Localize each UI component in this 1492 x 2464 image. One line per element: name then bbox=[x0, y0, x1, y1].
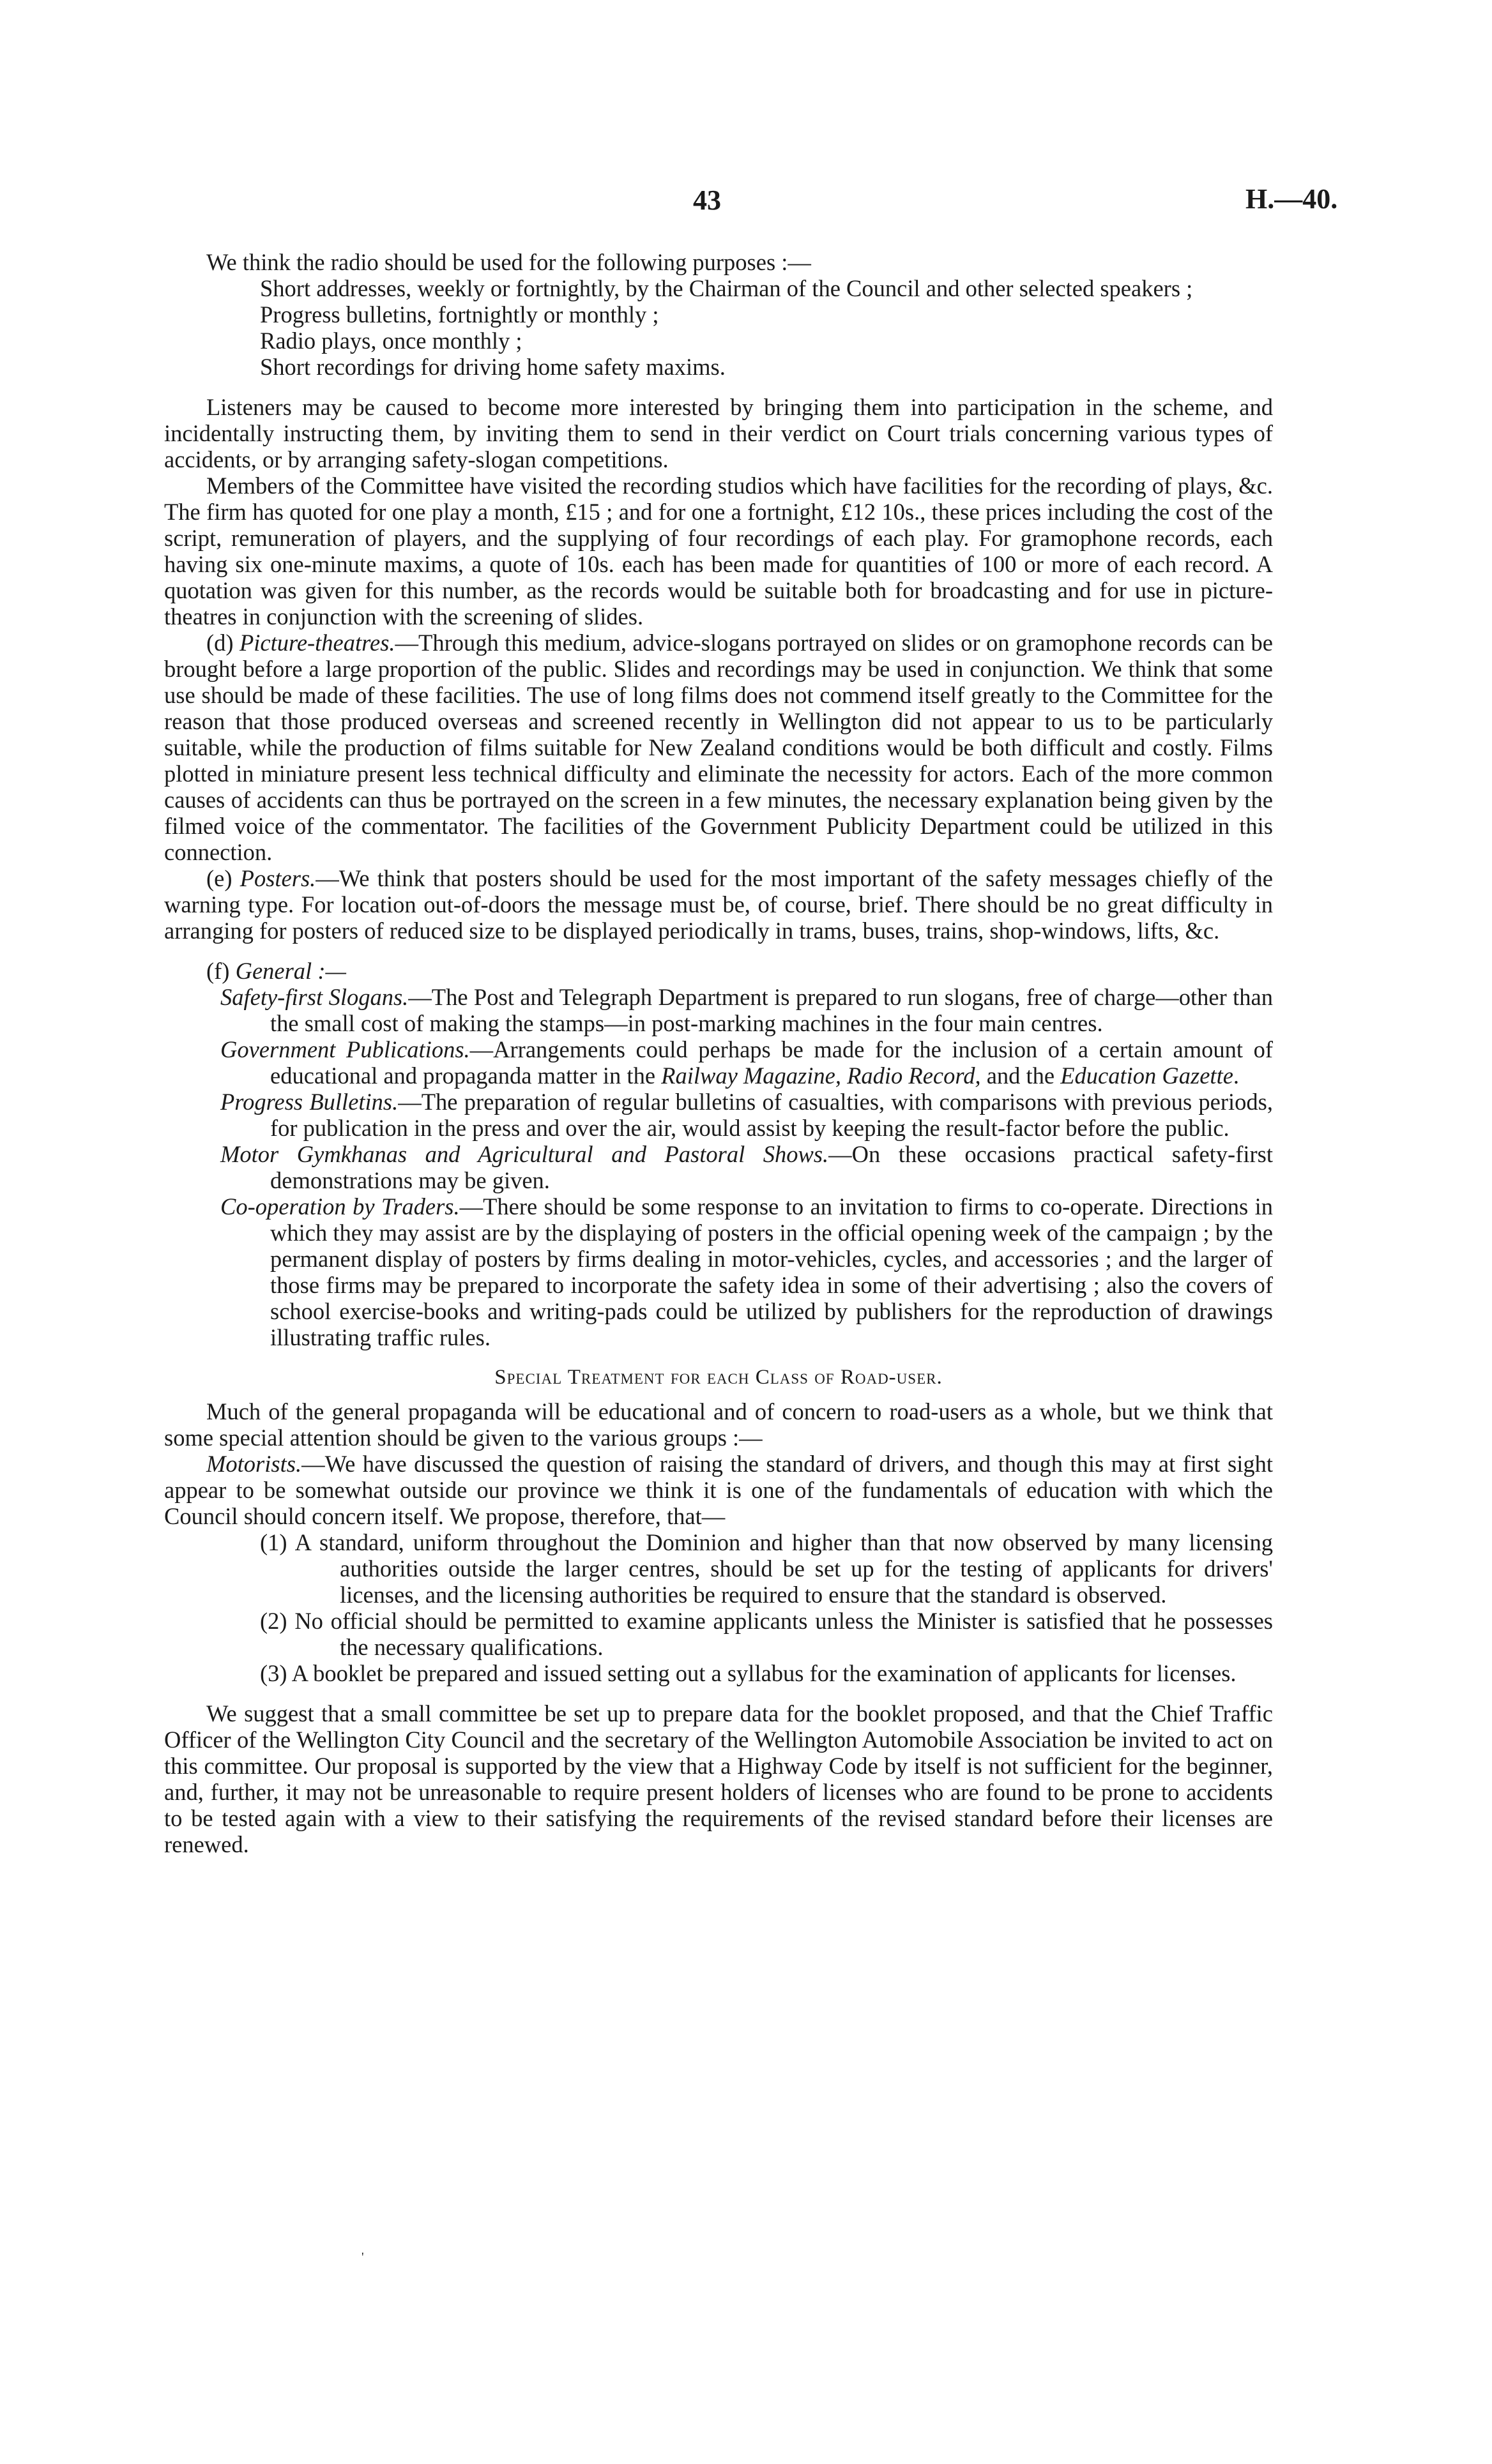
proposal-item: (1) A standard, uniform throughout the Dominion and higher than that now observed by many licensing authorities outside the larger centres, should be set up for the testing of applicants for drivers' licenses, and the licensing authorities be required to ensure that the standard is observed. bbox=[260, 1529, 1274, 1608]
item-text: —We think that posters should be used for the most important of the safety messages chiefly of the warning type. For location out-of-doors the message must be, of course, brief. There should be no great difficulty in arranging for posters of reduced size to be displayed periodically in trams, buses, trains, shop-windows, lifts, &c. bbox=[164, 865, 1273, 944]
radio-intro: We think the radio should be used for the following purposes :— bbox=[206, 249, 811, 275]
paragraph-suggestion: We suggest that a small committee be set up to prepare data for the booklet proposed, and that the Chief Traffic Officer of the Wellington City Council and the secretary of the Wellington Automobile Association be invited to act on this committee. Our proposal is supported by the view that a Highway Code by itself is not sufficient for the beginner, and, further, it may not be unreasonable to require present holders of licenses who are found to be prone to accidents to be tested again with a view to their satisfying the requirements of the revised standard before their licenses are renewed. bbox=[164, 1700, 1273, 1857]
section-heading: Special Treatment for each Class of Road-user. bbox=[494, 1366, 943, 1389]
paragraph-recording-studios: Members of the Committee have visited the recording studios which have facilities for the recording of plays, &c. The firm has quoted for one play a month, £15 ; and for one a fortnight, £12 10s., these prices including the cost of the script, remuneration of players, and the supplying of four recordings of each play. For gramophone records, each having six one-minute maxims, a quote of 10s. each has been made for quantities of 100 or more of each record. A quotation was given for this number, as the records would be suitable both for broadcasting and for use in picture-theatres in conjunction with the screening of slides. bbox=[164, 472, 1273, 630]
list-item: Short recordings for driving home safety maxims. bbox=[260, 354, 726, 380]
page-number: 43 bbox=[693, 185, 721, 216]
paragraph-listeners: Listeners may be caused to become more interested by bringing them into participation in the scheme, and incidentally instructing them, by inviting them to send in their verdict on Court trials concerning various types of accidents, or by arranging safety-slogan competitions. bbox=[164, 394, 1273, 472]
general-item-publications: Government Publications.—Arrangements could perhaps be made for the inclusion of a certain amount of educational and propaganda matter in the Railway Magazine, Radio Record, and the Education Gazette. bbox=[220, 1036, 1273, 1089]
item-text: —Through this medium, advice-slogans portrayed on slides or on gramophone records can be brought before a large proportion of the public. Slides and recordings may be used in conjunction. We think that some use should be made of these facilities. The use of long films does not commend itself greatly to the Committee for the reason that those produced overseas and screened recently in Wellington did not appear to us to be particularly suitable, while the production of films suitable for New Zealand conditions would be both difficult and costly. Films plotted in miniature present less technical difficulty and eliminate the necessity for actors. Each of the more common causes of accidents can thus be portrayed on the screen in a few minutes, the necessary explanation being given by the filmed voice of the commentator. The facilities of the Government Publicity Department could be utilized in this connection. bbox=[164, 630, 1273, 865]
item-label: (e) bbox=[206, 865, 240, 891]
general-heading: (f) General :— bbox=[206, 958, 346, 984]
item-title: Posters. bbox=[240, 865, 316, 891]
list-item: Progress bulletins, fortnightly or monthly ; bbox=[260, 301, 659, 328]
paragraph-motorists: Motorists.—We have discussed the question of raising the standard of drivers, and though this may at first sight appear to be somewhat outside our province we think it is one of the fundamentals of education with which the Council should concern itself. We propose, therefore, that— bbox=[164, 1451, 1273, 1529]
item-title: Picture-theatres. bbox=[239, 630, 395, 656]
general-item-bulletins: Progress Bulletins.—The preparation of regular bulletins of casualties, with comparisons with previous periods, for publication in the press and over the air, would assist by keeping the result-factor before the public. bbox=[220, 1089, 1273, 1141]
radio-purposes-list bbox=[164, 275, 1273, 380]
print-speck: ' bbox=[362, 2250, 364, 2264]
document-body bbox=[164, 249, 1273, 1857]
item-label: (d) bbox=[206, 630, 240, 656]
paragraph-posters bbox=[164, 865, 1273, 944]
general-item-slogans: Safety-first Slogans.—The Post and Telegraph Department is prepared to run slogans, free of charge—other than the small cost of making the stamps—in post-marking machines in the four main centres. bbox=[220, 984, 1274, 1036]
proposal-item: (2) No official should be permitted to examine applicants unless the Minister is satisfied that he possesses the necessary qualifications. bbox=[260, 1608, 1274, 1660]
list-item: Radio plays, once monthly ; bbox=[260, 328, 522, 354]
document-reference: H.—40. bbox=[1245, 183, 1338, 215]
list-item: Short addresses, weekly or fortnightly, by the Chairman of the Council and other selected speakers ; bbox=[260, 275, 1193, 301]
proposal-item: (3) A booklet be prepared and issued setting out a syllabus for the examination of applicants for licenses. bbox=[260, 1660, 1237, 1686]
general-item-gymkhanas: Motor Gymkhanas and Agricultural and Pastoral Shows.—On these occasions practical safety-first demonstrations may be given. bbox=[220, 1141, 1273, 1193]
paragraph-picture-theatres bbox=[164, 630, 1273, 865]
general-item-traders: Co-operation by Traders.—There should be some response to an invitation to firms to co-operate. Directions in which they may assist are by the displaying of posters in the official opening week of the campaign ; by the permanent display of posters by firms dealing in motor-vehicles, cycles, and accessories ; and the larger of those firms may be prepared to incorporate the safety idea in some of their advertising ; also the covers of school exercise-books and writing-pads could be utilized by publishers for the reproduction of drawings illustrating traffic rules. bbox=[220, 1193, 1273, 1350]
paragraph-general-propaganda: Much of the general propaganda will be educational and of concern to road-users as a whole, but we think that some special attention should be given to the various groups :— bbox=[164, 1398, 1273, 1451]
